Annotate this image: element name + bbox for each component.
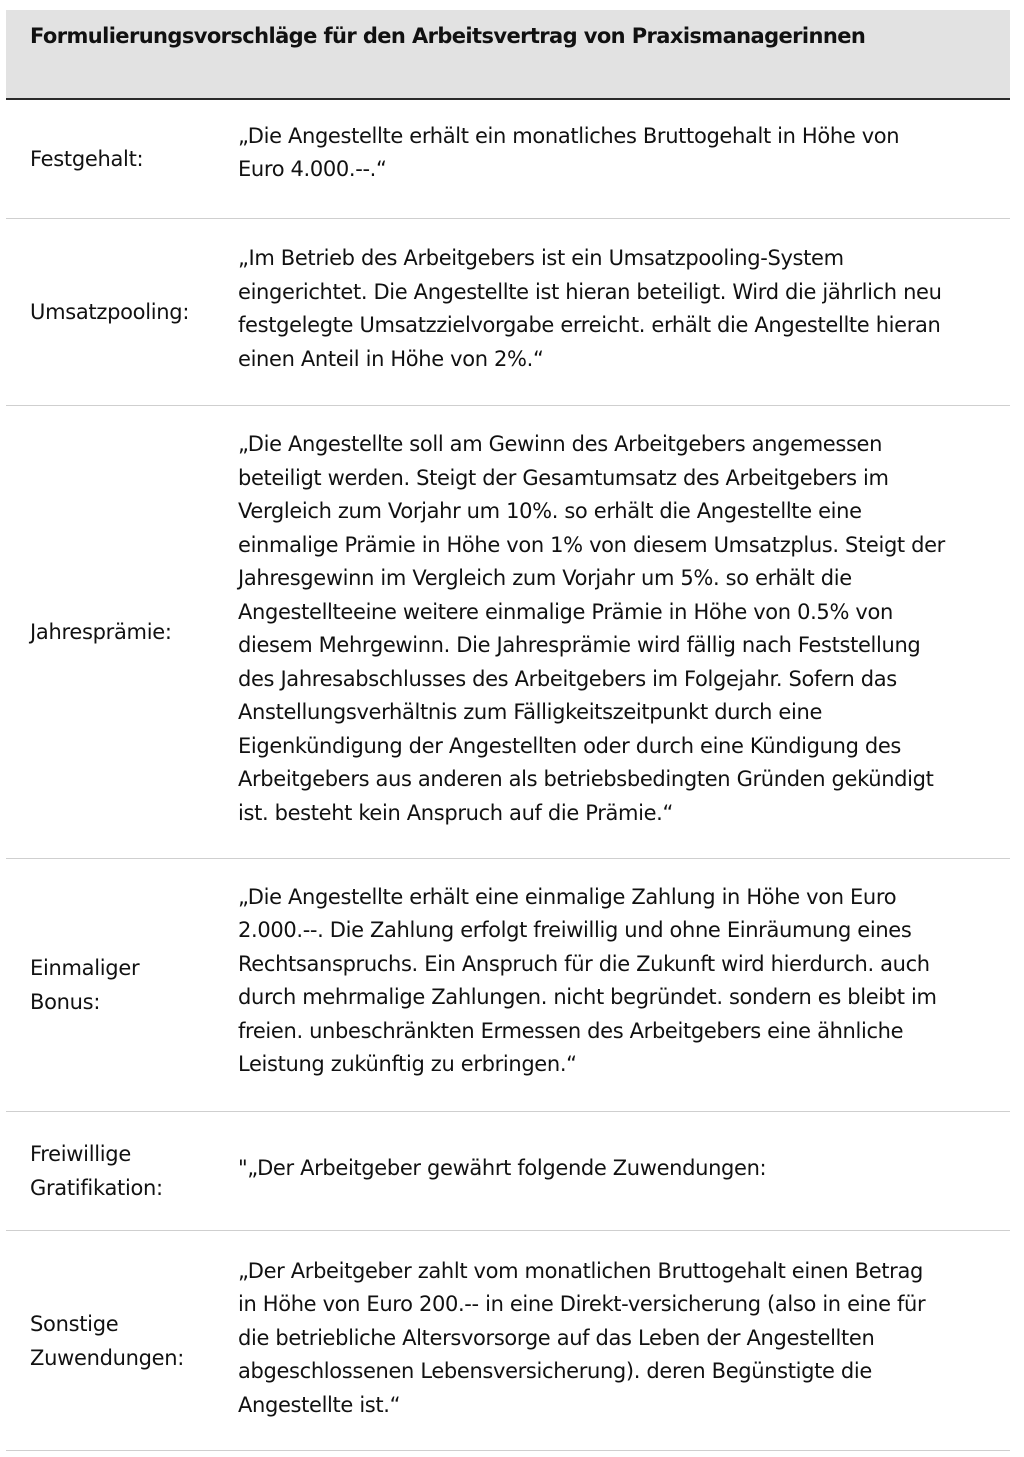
row-text-freiwillige-gratifikation: "„Der Arbeitgeber gewährt folgende Zuwendungen: <box>238 1156 767 1181</box>
table-title: Formulierungsvorschläge für den Arbeitsvertrag von Praxismanagerinnen <box>30 24 866 48</box>
row-text-festgehalt: „Die Angestellte erhält ein monatliches Bruttogehalt in Höhe von Euro 4.000.--.“ <box>238 123 900 181</box>
row-jahrespraemie <box>6 406 1010 859</box>
row-text-sonstige-zuwendungen: „Der Arbeitgeber zahlt vom monatlichen Bruttogehalt einen Betrag in Höhe von Euro 200.-- in eine Direkt-versicherung (also in eine für die betriebliche Altersvorsorge auf das Leben der Angestellten abgeschlossenen Lebensversicherung). deren Begünstigte die Angestellte ist.“ <box>238 1258 926 1417</box>
row-text-einmaliger-bonus: „Die Angestellte erhält eine einmalige Zahlung in Höhe von Euro 2.000.--. Die Zahlung erfolgt freiwillig und ohne Einräumung eines Rechtsanspruchs. Ein Anspruch für die Zukunft wird hierdurch. auch durch mehrmalige Zahlungen. nicht begründet. sondern es bleibt im freien. unbeschränkten Ermessen des Arbeitgebers eine ähnliche Leistung zukünftig zu erbringen.“ <box>238 884 937 1076</box>
row-festgehalt <box>6 100 1010 219</box>
row-label-festgehalt: Festgehalt: <box>30 147 144 171</box>
row-text-umsatzpooling: „Im Betrieb des Arbeitgebers ist ein Umsatzpooling-System eingerichtet. Die Angestellte ist hieran beteiligt. Wird die jährlich neu festgelegte Umsatzzielvorgabe erreicht. erhält die Angestellte hieran einen Anteil in Höhe von 2%.“ <box>238 246 942 371</box>
row-label-jahrespraemie: Jahresprämie: <box>30 620 172 644</box>
row-label-einmaliger-bonus: Einmaliger Bonus: <box>30 956 140 1014</box>
row-text-jahrespraemie: „Die Angestellte soll am Gewinn des Arbeitgebers angemessen beteiligt werden. Steigt der Gesamtumsatz des Arbeitgebers im Vergleich zum Vorjahr um 10%. so erhält die Angestellte eine einmalige Prämie in Höhe von 1% von diesem Umsatzplus. Steigt der Jahresgewinn im Vergleich zum Vorjahr um 5%. so erhält die Angestellteeine weitere einmalige Prämie in Höhe von 0.5% von diesem Mehrgewinn. Die Jahresprämie wird fällig nach Feststellung des Jahresabschlusses des Arbeitgebers im Folgejahr. Sofern das Anstellungsverhältnis zum Fälligkeitszeitpunkt durch eine Eigenkündigung der Angestellten oder durch eine Kündigung des Arbeitgebers aus anderen als betriebsbedingten Gründen gekündigt ist. besteht kein Anspruch auf die Prämie.“ <box>238 432 945 825</box>
row-einmaliger-bonus <box>6 859 1010 1112</box>
row-label-umsatzpooling: Umsatzpooling: <box>30 300 190 324</box>
row-label-sonstige-zuwendungen: Sonstige Zuwendungen: <box>30 1311 185 1370</box>
row-sonstige-zuwendungen <box>6 1231 1010 1451</box>
row-umsatzpooling <box>6 219 1010 406</box>
row-label-freiwillige-gratifikation: Freiwillige Gratifikation: <box>30 1142 163 1200</box>
contract-wording-table <box>6 10 1010 1451</box>
table-header <box>6 10 1010 100</box>
row-freiwillige-gratifikation <box>6 1112 1010 1231</box>
